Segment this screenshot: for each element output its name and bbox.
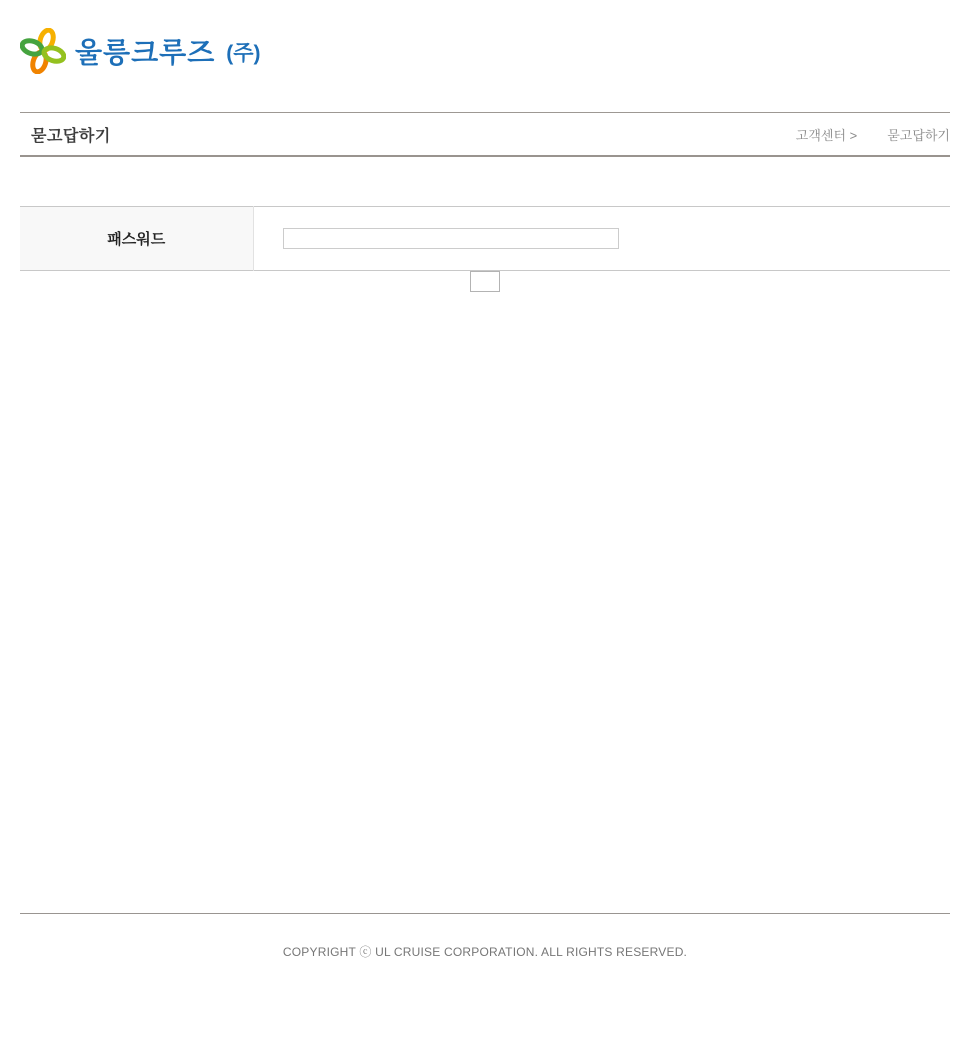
content-area <box>20 206 950 292</box>
password-input[interactable] <box>283 228 619 249</box>
logo-brand-text: 울릉크루즈 <box>75 37 216 68</box>
logo[interactable] <box>20 28 261 74</box>
breadcrumb-parent[interactable]: 고객센터 > <box>795 127 858 143</box>
site-header <box>20 0 950 112</box>
page-title-bar <box>20 112 950 157</box>
copyright-text: COPYRIGHT ⓒ UL CRUISE CORPORATION. ALL RIGHTS RESERVED. <box>282 945 688 959</box>
breadcrumb-current: 묻고답하기 <box>887 127 950 143</box>
password-form-table <box>20 206 950 271</box>
site-footer <box>20 913 950 1042</box>
password-label: 패스워드 <box>20 207 253 271</box>
page-title: 묻고답하기 <box>31 127 111 145</box>
password-input-cell <box>253 207 950 271</box>
pinwheel-logo-icon <box>20 28 66 74</box>
logo-suffix-text: (주) <box>226 42 261 65</box>
breadcrumb <box>796 125 950 144</box>
button-row <box>20 271 950 292</box>
submit-button[interactable] <box>470 271 500 292</box>
table-row <box>20 207 950 271</box>
